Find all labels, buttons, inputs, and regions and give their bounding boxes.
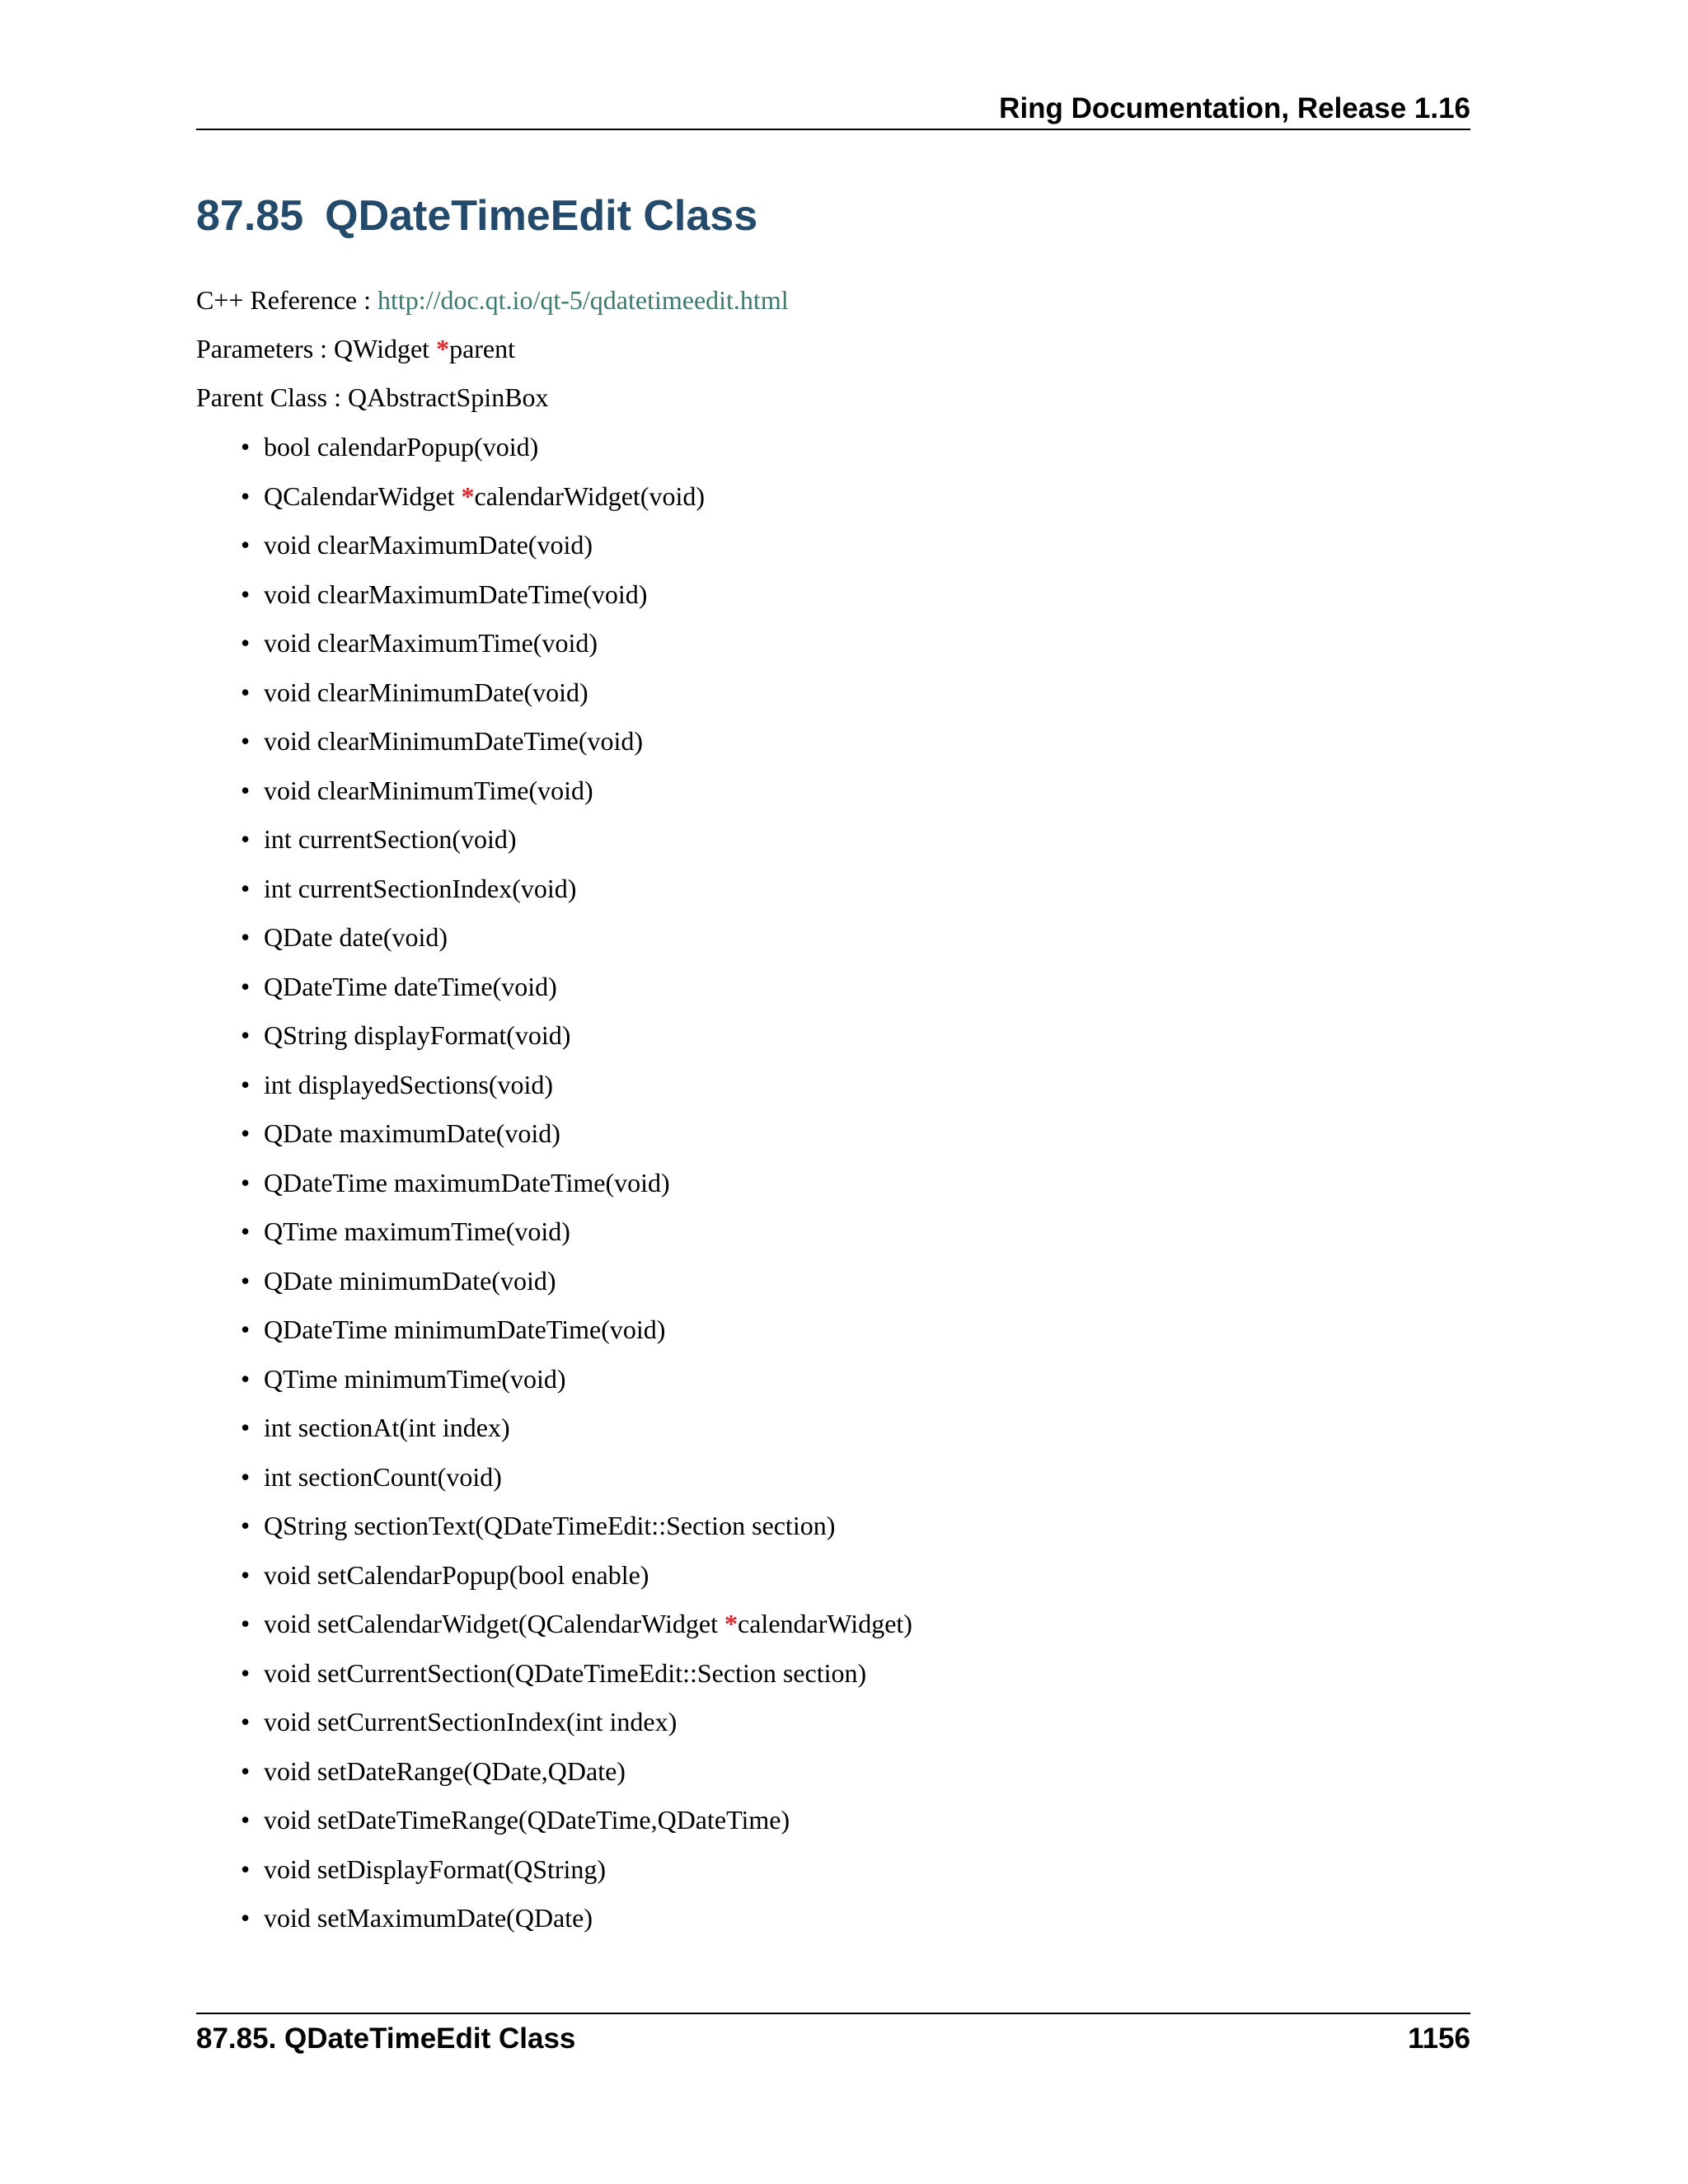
bullet-icon: • [241,1069,251,1099]
method-item [196,774,912,823]
method-signature: QTime maximumTime(void) [264,1216,570,1246]
method-signature: void clearMaximumDateTime(void) [264,579,648,609]
method-list [196,430,912,1951]
bullet-icon: • [241,971,251,1001]
method-item [196,480,912,529]
bullet-icon: • [241,775,251,805]
method-signature: int currentSectionIndex(void) [264,873,577,903]
method-item [196,1460,912,1510]
pointer-star: * [436,334,450,363]
section-number: 87.85 [196,192,304,240]
method-signature: int sectionAt(int index) [264,1413,510,1442]
pointer-star: * [724,1609,738,1638]
bullet-icon: • [241,1511,251,1540]
document-title: Ring Documentation, Release 1.16 [999,92,1470,124]
method-item [196,724,912,774]
method-signature: void setCurrentSectionIndex(int index) [264,1707,678,1736]
method-signature: void setDateRange(QDate,QDate) [264,1755,626,1786]
method-signature: int sectionCount(void) [264,1461,502,1492]
method-item [196,1215,912,1264]
pointer-star: * [461,480,475,511]
bullet-icon: • [241,1118,251,1148]
method-signature: void setDisplayFormat(QString) [264,1854,607,1884]
method-item [196,1166,912,1216]
page-number: 1156 [1408,2022,1470,2055]
bullet-icon: • [241,1903,251,1933]
method-item [196,1019,912,1068]
method-item [196,970,912,1019]
bullet-icon: • [241,1461,251,1492]
bullet-icon: • [241,1805,251,1835]
method-signature: void setCalendarPopup(bool enable) [264,1559,649,1590]
bullet-icon: • [241,1020,251,1050]
method-signature-rest: calendarWidget(void) [474,480,705,511]
method-signature: QString displayFormat(void) [264,1020,571,1050]
method-signature: QString sectionText(QDateTimeEdit::Section section) [264,1511,836,1540]
method-signature-rest: calendarWidget) [738,1609,912,1638]
method-item [196,1558,912,1608]
footer-section: 87.85. QDateTimeEdit Class [196,2022,576,2055]
bullet-icon: • [241,1609,251,1638]
method-signature: void clearMinimumTime(void) [264,775,593,805]
method-item [196,1068,912,1118]
method-signature: QDateTime maximumDateTime(void) [264,1167,670,1197]
bullet-icon: • [241,628,251,658]
method-item [196,430,912,480]
bullet-icon: • [241,1216,251,1246]
bullet-icon: • [241,579,251,609]
bullet-icon: • [241,1265,251,1296]
method-signature: QDate minimumDate(void) [264,1265,556,1296]
bullet-icon: • [241,726,251,756]
method-signature: void setDateTimeRange(QDateTime,QDateTime) [264,1805,790,1835]
bullet-icon: • [241,530,251,560]
method-signature: QDate maximumDate(void) [264,1118,560,1148]
method-item [196,823,912,872]
section-title: QDateTimeEdit Class [325,192,758,240]
bullet-icon: • [241,1707,251,1736]
method-signature: QTime minimumTime(void) [264,1363,566,1394]
method-item [196,1803,912,1853]
bullet-icon: • [241,1755,251,1786]
method-item [196,1313,912,1362]
method-item [196,1509,912,1558]
bullet-icon: • [241,873,251,903]
bullet-icon: • [241,1315,251,1344]
method-item [196,1705,912,1755]
method-item [196,1755,912,1804]
method-item [196,1411,912,1460]
section-heading [196,190,757,242]
method-item [196,676,912,725]
method-item [196,1117,912,1166]
method-item [196,1264,912,1314]
method-item [196,528,912,578]
method-item [196,626,912,676]
method-signature: void clearMaximumDate(void) [264,530,593,560]
method-signature: void clearMaximumTime(void) [264,628,598,658]
method-item [196,1607,912,1657]
parameters [196,332,515,365]
method-item [196,578,912,627]
method-signature: void setMaximumDate(QDate) [264,1903,593,1933]
method-signature: int displayedSections(void) [264,1069,554,1099]
method-signature: QDateTime dateTime(void) [264,971,557,1001]
method-signature: bool calendarPopup(void) [264,432,539,462]
parameters-label: Parameters : QWidget [196,334,437,363]
parameters-name: parent [449,334,516,363]
bullet-icon: • [241,1657,251,1688]
bullet-icon: • [241,1854,251,1884]
bullet-icon: • [241,1559,251,1590]
method-item [196,1362,912,1412]
method-item [196,921,912,970]
cpp-reference-link[interactable]: http://doc.qt.io/qt-5/qdatetimeedit.html [377,285,789,315]
method-signature: void clearMinimumDateTime(void) [264,726,644,756]
method-signature: void setCalendarWidget(QCalendarWidget [264,1609,725,1638]
running-footer [196,2013,1470,2064]
bullet-icon: • [241,432,251,462]
running-header [196,89,1470,130]
method-item [196,1657,912,1706]
method-item [196,1901,912,1951]
bullet-icon: • [241,1363,251,1394]
cpp-reference [196,284,789,316]
method-signature: void setCurrentSection(QDateTimeEdit::Section section) [264,1657,867,1688]
method-signature: QCalendarWidget [264,480,462,511]
bullet-icon: • [241,677,251,707]
method-signature: QDateTime minimumDateTime(void) [264,1315,666,1344]
bullet-icon: • [241,1167,251,1197]
bullet-icon: • [241,480,251,511]
bullet-icon: • [241,922,251,952]
method-signature: void clearMinimumDate(void) [264,677,588,707]
parent-class: Parent Class : QAbstractSpinBox [196,382,549,412]
bullet-icon: • [241,824,251,854]
bullet-icon: • [241,1413,251,1442]
method-signature: QDate date(void) [264,922,448,952]
cpp-reference-label: C++ Reference : [196,285,377,315]
method-item [196,872,912,921]
method-signature: int currentSection(void) [264,824,517,854]
method-item [196,1853,912,1902]
